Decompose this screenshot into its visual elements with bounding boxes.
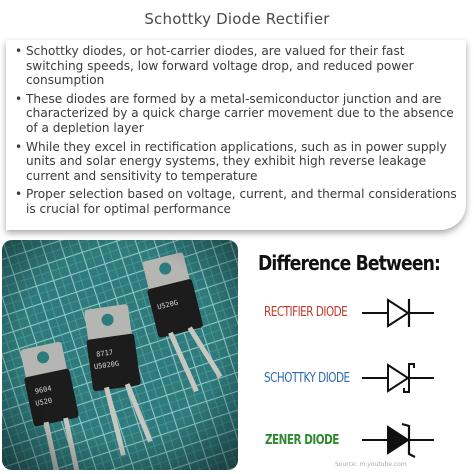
label-schottky-diode: SCHOTTKY DIODE — [264, 371, 350, 386]
label-zener-diode: ZENER DIODE — [265, 433, 339, 448]
diagram-heading: Difference Between: — [258, 251, 441, 275]
zener-diode-symbol — [360, 420, 436, 460]
rectifier-diode-symbol — [360, 296, 436, 330]
schottky-diode-symbol — [360, 360, 436, 396]
page-title: Schottky Diode Rectifier — [144, 10, 330, 28]
bullet-list — [14, 44, 458, 217]
bullet-point: • Schottky diodes, or hot-carrier diodes, are valued for their fast switching speeds, low forward voltage drop, and reduced power consumption — [14, 44, 458, 88]
image-credit: Source: m.youtube.com — [335, 461, 407, 468]
summary-card — [6, 40, 466, 230]
bullet-point: • These diodes are formed by a metal-semiconductor junction and are characterized by a quick charge carrier movement due to the absence of a depletion layer — [14, 92, 458, 136]
photo-illustration — [2, 240, 238, 470]
label-rectifier-diode: RECTIFIER DIODE — [264, 305, 348, 320]
bullet-point: • Proper selection based on voltage, current, and thermal considerations is crucial for optimal performance — [14, 187, 458, 216]
diode-photo — [2, 240, 238, 470]
bullet-point: • While they excel in rectification applications, such as in power supply units and solar energy systems, they exhibit high reverse leakage current and sensitivity to temperature — [14, 140, 458, 184]
